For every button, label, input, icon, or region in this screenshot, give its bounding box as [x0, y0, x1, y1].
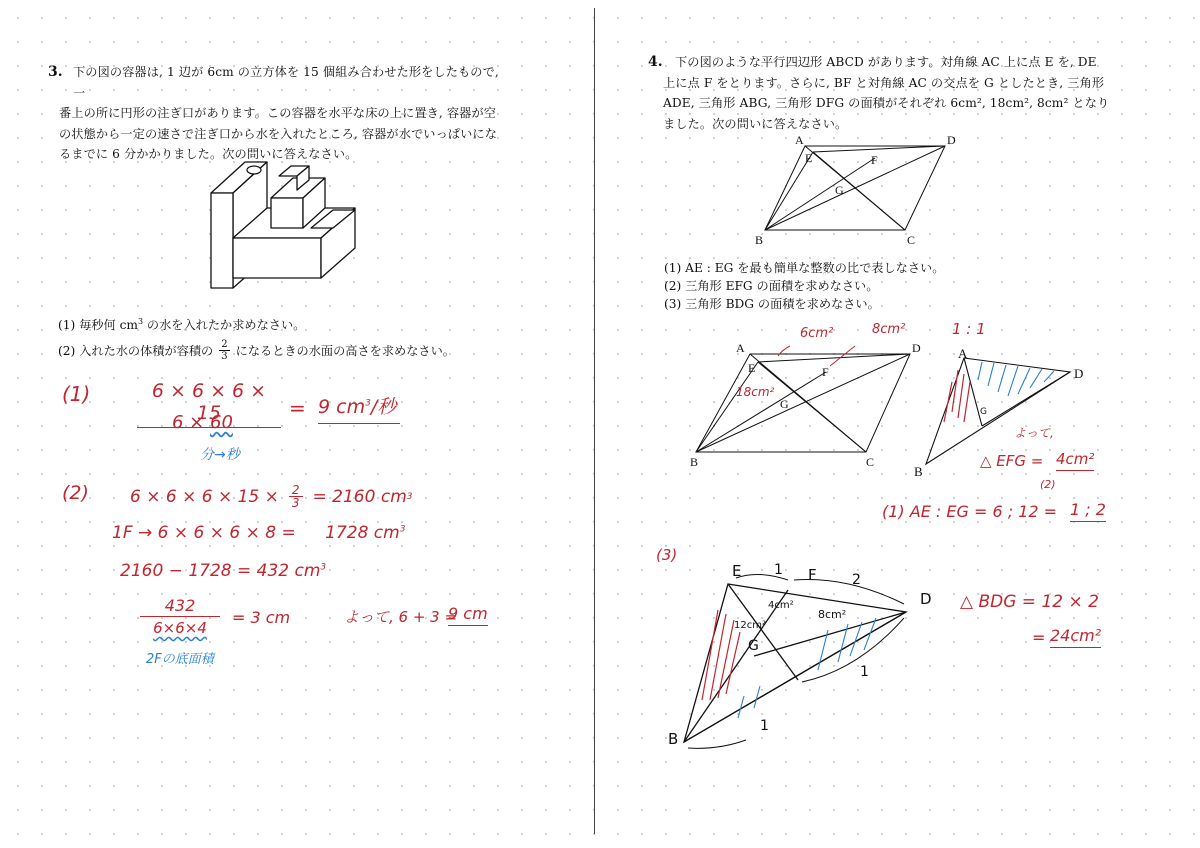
- hw-p3-label: (3): [656, 546, 678, 564]
- tri-label-B: B: [914, 464, 923, 479]
- tri-label-A: A: [958, 346, 968, 361]
- pt-D2: D: [912, 341, 921, 355]
- pt-F2: F: [822, 365, 829, 379]
- q3-sub1-post: の水を入れたか求めなさい。: [143, 318, 306, 333]
- hw-area-dfg: 8cm²: [872, 322, 906, 337]
- hw-line2-sup: 3: [399, 524, 406, 535]
- pt-F: F: [871, 153, 878, 167]
- hw-bdg-eq2: =: [1032, 628, 1046, 647]
- hw-q3-p1-eq: =: [289, 396, 306, 420]
- hw-frac-num: 2: [289, 484, 303, 497]
- hw-q3-p2-label: (2): [62, 482, 89, 504]
- tri-label-D: D: [1074, 366, 1084, 381]
- pt-A: A: [795, 133, 804, 147]
- q3-sub2-post: になるときの水面の高さを求めなさい。: [235, 343, 455, 358]
- hw-result-sup: 3: [365, 398, 371, 409]
- hw-efg-ans: 4cm²: [1056, 450, 1094, 471]
- q3-line: 下の図の容器は, 1 辺が 6cm の立方体を 15 個組み合わせた形をしたもので, 一: [73, 65, 499, 100]
- p3-D: D: [920, 590, 932, 608]
- hw-result: 9 cm: [318, 396, 366, 418]
- p3-seg-1a: 1: [860, 664, 869, 680]
- hw-line1-frac: [289, 484, 303, 509]
- hw-frac-den: 3: [291, 496, 300, 510]
- q3-line: るまでに 6 分かかりました。次の問いに答えなさい。: [59, 147, 358, 161]
- q4-number: 4.: [648, 54, 663, 70]
- hw-result-unit: /秒: [370, 396, 397, 418]
- q4-text: [663, 52, 1125, 134]
- q3-sub2-pre: (2) 入れた水の体積が容積の: [58, 343, 214, 358]
- pt-C2: C: [866, 455, 875, 469]
- q4-line: 下の図のような平行四辺形 ABCD があります。対角線 AC 上に点 E を, DE: [675, 55, 1097, 69]
- container-figure: [205, 148, 365, 298]
- pt-G: G: [835, 183, 844, 197]
- pt-D: D: [947, 133, 956, 147]
- p3-triangle-sketch: [678, 570, 918, 750]
- q3-sub1: [58, 313, 305, 334]
- q3-sub1-pre: (1) 毎秒何 cm: [58, 318, 138, 333]
- hw-q3-p2-eq: = 3 cm: [232, 608, 291, 627]
- pt-E2: E: [748, 361, 756, 375]
- pt-E: E: [805, 151, 813, 165]
- q4-sub3: (3) 三角形 BDG の面積を求めなさい。: [664, 297, 880, 311]
- hw-q3-p1-result: [318, 392, 400, 424]
- p3-area-4: 4cm²: [768, 600, 794, 611]
- fraction-den: 3: [221, 351, 228, 362]
- p3-seg-ef: 1: [774, 562, 783, 578]
- hw-q3-p2-frac-den: [140, 619, 220, 637]
- p3-G: G: [748, 638, 759, 654]
- hw-line3: 2160 − 1728 = 432 cm: [120, 561, 321, 581]
- hw-bdg-eq: △ BDG = 12 × 2: [960, 592, 1099, 612]
- hw-bdg-ans: 24cm²: [1050, 626, 1101, 648]
- pt-A2: A: [736, 341, 745, 355]
- hw-p1-ans: 1 ; 2: [1070, 500, 1106, 522]
- q4-line: ました。次の問いに答えなさい。: [663, 116, 848, 131]
- page-divider: [594, 8, 595, 834]
- pt-B2: B: [690, 455, 699, 469]
- p3-E: E: [732, 562, 742, 580]
- pt-B: B: [755, 233, 764, 247]
- p3-B: B: [668, 730, 679, 748]
- hw-q3-p2-answer: 9 cm: [448, 604, 488, 626]
- hw-frac-den-text: 6×6×4: [153, 619, 207, 637]
- pt-G2: G: [780, 397, 789, 411]
- hw-q3-p1-numerator: 6 × 6 × 6 × 15: [137, 380, 281, 428]
- hw-q3-p1-denominator: [172, 412, 233, 433]
- hw-q3-p2-note: 2Fの底面積: [146, 652, 214, 667]
- hw-line2-left: 1F → 6 × 6 × 6 × 8 =: [112, 523, 296, 543]
- hw-therefore: よって,: [1014, 426, 1054, 440]
- hw-ratio: 1 : 1: [952, 320, 986, 338]
- pt-C: C: [907, 233, 916, 247]
- hw-area-ade: 6cm²: [800, 326, 834, 341]
- hw-line1-pre: 6 × 6 × 6 × 15 ×: [130, 486, 279, 507]
- q3-sub2-fraction: [219, 339, 229, 362]
- hw-den-underlined: 60: [210, 412, 233, 433]
- p3-seg-fd: 2: [852, 572, 861, 588]
- q3-line: 番上の所に円形の注ぎ口があります。この容器を水平な床の上に置き, 容器が空: [59, 106, 497, 120]
- hw-q3-p2-conclusion: よって, 6 + 3 =: [344, 608, 458, 626]
- p3-area-12: 12cm²: [734, 620, 766, 631]
- hw-q3-p2-line2: [112, 523, 405, 543]
- q3-number: 3.: [48, 64, 63, 80]
- tri-G: G: [980, 407, 987, 417]
- p3-F: F: [808, 566, 817, 584]
- q3-sub1-sup: 3: [137, 317, 144, 326]
- hw-q3-p1-label: (1): [62, 382, 91, 406]
- q3-sub2: [58, 339, 455, 362]
- hw-q3-p1-note: 分→秒: [200, 447, 240, 463]
- p3-seg-1b: 1: [760, 718, 769, 734]
- hw-area-abg: 18cm²: [736, 385, 775, 399]
- q4-sub1: (1) AE : EG を最も簡単な整数の比で表しなさい。: [664, 261, 945, 275]
- q3-line: の状態から一定の速さで注ぎ口から水を入れたところ, 容器が水でいっぱいにな: [59, 126, 498, 141]
- fraction-num: 2: [221, 339, 228, 350]
- q4-sub2: (2) 三角形 EFG の面積を求めなさい。: [664, 279, 879, 293]
- hw-p1-line: (1) AE : EG = 6 ; 12 =: [882, 502, 1058, 521]
- p3-area-8: 8cm²: [818, 608, 847, 621]
- parallelogram-diagram: [755, 134, 975, 254]
- hw-q3-p2-line1: [130, 484, 413, 509]
- q4-line: 上に点 F をとります。さらに, BF と対角線 AC の交点を G としたとき, 三角形: [663, 75, 1105, 90]
- hw-line1-sup: 3: [406, 491, 413, 502]
- hw-efg-eq: △ EFG =: [980, 452, 1044, 470]
- hw-line3-sup: 3: [320, 562, 327, 573]
- hw-q3-p2-line3: [120, 561, 326, 581]
- hw-q3-p2-frac-num: 432: [140, 596, 220, 617]
- annotated-parallelogram: [690, 340, 930, 470]
- hw-den-text: 6 ×: [172, 412, 205, 433]
- hw-efg-part: (2): [1040, 478, 1056, 491]
- q4-line: ADE, 三角形 ABG, 三角形 DFG の面積がそれぞれ 6cm², 18cm², 8cm² となり: [663, 96, 1110, 110]
- hw-line1-post: = 2160 cm: [312, 486, 407, 507]
- hw-line2-right: 1728 cm: [325, 523, 400, 543]
